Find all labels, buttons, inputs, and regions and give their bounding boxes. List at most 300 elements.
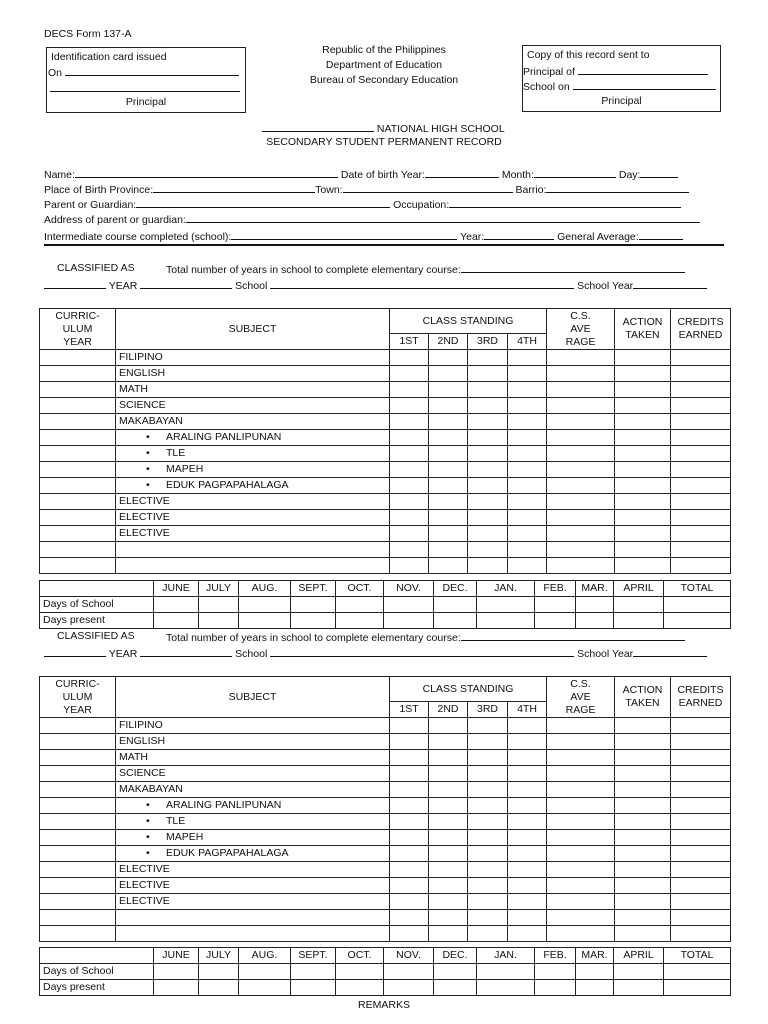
action-taken-cell[interactable]	[615, 718, 671, 734]
cs-average-cell[interactable]	[547, 382, 615, 398]
attendance-cell[interactable]	[199, 980, 239, 996]
quarter-grade-cell[interactable]	[390, 814, 429, 830]
quarter-grade-cell[interactable]	[429, 766, 468, 782]
attendance-cell[interactable]	[434, 964, 477, 980]
quarter-grade-cell[interactable]	[468, 718, 508, 734]
quarter-grade-cell[interactable]	[468, 798, 508, 814]
action-taken-cell[interactable]	[615, 878, 671, 894]
year-field-2[interactable]	[44, 646, 106, 657]
attendance-cell[interactable]	[477, 980, 535, 996]
action-taken-cell[interactable]	[615, 382, 671, 398]
quarter-grade-cell[interactable]	[508, 846, 547, 862]
action-taken-cell[interactable]	[615, 350, 671, 366]
cs-average-cell[interactable]	[547, 846, 615, 862]
action-taken-cell[interactable]	[615, 814, 671, 830]
quarter-grade-cell[interactable]	[468, 782, 508, 798]
quarter-grade-cell[interactable]	[468, 414, 508, 430]
cs-average-cell[interactable]	[547, 830, 615, 846]
credits-earned-cell[interactable]	[671, 430, 731, 446]
quarter-grade-cell[interactable]	[429, 366, 468, 382]
dob-year-field[interactable]	[425, 167, 499, 178]
quarter-grade-cell[interactable]	[508, 814, 547, 830]
quarter-grade-cell[interactable]	[468, 398, 508, 414]
quarter-grade-cell[interactable]	[429, 878, 468, 894]
name-field[interactable]	[75, 167, 338, 178]
quarter-grade-cell[interactable]	[468, 510, 508, 526]
quarter-grade-cell[interactable]	[508, 510, 547, 526]
credits-earned-cell[interactable]	[671, 382, 731, 398]
curriculum-year-cell[interactable]	[40, 526, 116, 542]
quarter-grade-cell[interactable]	[468, 750, 508, 766]
school-name-field[interactable]	[262, 121, 374, 132]
attendance-cell[interactable]	[664, 613, 731, 629]
quarter-grade-cell[interactable]	[468, 894, 508, 910]
quarter-grade-cell[interactable]	[508, 430, 547, 446]
attendance-cell[interactable]	[535, 597, 576, 613]
action-taken-cell[interactable]	[615, 398, 671, 414]
credits-earned-cell[interactable]	[671, 846, 731, 862]
cs-average-cell[interactable]	[547, 814, 615, 830]
month-field[interactable]	[534, 167, 616, 178]
credits-earned-cell[interactable]	[671, 526, 731, 542]
action-taken-cell[interactable]	[615, 910, 671, 926]
quarter-grade-cell[interactable]	[508, 462, 547, 478]
quarter-grade-cell[interactable]	[508, 398, 547, 414]
attendance-cell[interactable]	[477, 597, 535, 613]
quarter-grade-cell[interactable]	[468, 446, 508, 462]
attendance-cell[interactable]	[614, 964, 664, 980]
day-field[interactable]	[640, 167, 678, 178]
quarter-grade-cell[interactable]	[508, 718, 547, 734]
attendance-cell[interactable]	[239, 964, 291, 980]
credits-earned-cell[interactable]	[671, 366, 731, 382]
action-taken-cell[interactable]	[615, 366, 671, 382]
attendance-cell[interactable]	[434, 613, 477, 629]
curriculum-year-cell[interactable]	[40, 926, 116, 942]
quarter-grade-cell[interactable]	[429, 478, 468, 494]
action-taken-cell[interactable]	[615, 734, 671, 750]
cs-average-cell[interactable]	[547, 494, 615, 510]
quarter-grade-cell[interactable]	[429, 398, 468, 414]
cs-average-cell[interactable]	[547, 734, 615, 750]
credits-earned-cell[interactable]	[671, 558, 731, 574]
quarter-grade-cell[interactable]	[429, 798, 468, 814]
attendance-cell[interactable]	[664, 597, 731, 613]
credits-earned-cell[interactable]	[671, 782, 731, 798]
cs-average-cell[interactable]	[547, 926, 615, 942]
action-taken-cell[interactable]	[615, 526, 671, 542]
cs-average-cell[interactable]	[547, 718, 615, 734]
attendance-cell[interactable]	[199, 597, 239, 613]
quarter-grade-cell[interactable]	[468, 814, 508, 830]
credits-earned-cell[interactable]	[671, 830, 731, 846]
cs-average-cell[interactable]	[547, 910, 615, 926]
quarter-grade-cell[interactable]	[429, 446, 468, 462]
classified-school-field-1[interactable]	[140, 278, 232, 289]
principal-of-field[interactable]	[578, 64, 708, 75]
curriculum-year-cell[interactable]	[40, 718, 116, 734]
attendance-cell[interactable]	[535, 980, 576, 996]
quarter-grade-cell[interactable]	[508, 350, 547, 366]
quarter-grade-cell[interactable]	[390, 446, 429, 462]
quarter-grade-cell[interactable]	[468, 350, 508, 366]
action-taken-cell[interactable]	[615, 478, 671, 494]
barrio-field[interactable]	[546, 182, 689, 193]
quarter-grade-cell[interactable]	[508, 926, 547, 942]
cs-average-cell[interactable]	[547, 750, 615, 766]
quarter-grade-cell[interactable]	[429, 382, 468, 398]
curriculum-year-cell[interactable]	[40, 446, 116, 462]
quarter-grade-cell[interactable]	[468, 558, 508, 574]
cs-average-cell[interactable]	[547, 878, 615, 894]
cs-average-cell[interactable]	[547, 798, 615, 814]
cs-average-cell[interactable]	[547, 414, 615, 430]
quarter-grade-cell[interactable]	[468, 542, 508, 558]
credits-earned-cell[interactable]	[671, 910, 731, 926]
quarter-grade-cell[interactable]	[390, 926, 429, 942]
attendance-cell[interactable]	[477, 613, 535, 629]
attendance-cell[interactable]	[614, 980, 664, 996]
quarter-grade-cell[interactable]	[429, 494, 468, 510]
attendance-cell[interactable]	[199, 964, 239, 980]
cs-average-cell[interactable]	[547, 446, 615, 462]
action-taken-cell[interactable]	[615, 750, 671, 766]
id-card-on-field[interactable]	[65, 65, 239, 76]
cs-average-cell[interactable]	[547, 350, 615, 366]
attendance-cell[interactable]	[576, 980, 614, 996]
action-taken-cell[interactable]	[615, 494, 671, 510]
curriculum-year-cell[interactable]	[40, 878, 116, 894]
curriculum-year-cell[interactable]	[40, 366, 116, 382]
credits-earned-cell[interactable]	[671, 766, 731, 782]
credits-earned-cell[interactable]	[671, 542, 731, 558]
credits-earned-cell[interactable]	[671, 510, 731, 526]
occupation-field[interactable]	[449, 197, 681, 208]
quarter-grade-cell[interactable]	[429, 414, 468, 430]
quarter-grade-cell[interactable]	[390, 430, 429, 446]
credits-earned-cell[interactable]	[671, 734, 731, 750]
credits-earned-cell[interactable]	[671, 814, 731, 830]
cs-average-cell[interactable]	[547, 366, 615, 382]
quarter-grade-cell[interactable]	[390, 350, 429, 366]
cs-average-cell[interactable]	[547, 542, 615, 558]
quarter-grade-cell[interactable]	[429, 350, 468, 366]
attendance-cell[interactable]	[664, 964, 731, 980]
quarter-grade-cell[interactable]	[468, 382, 508, 398]
attendance-cell[interactable]	[576, 613, 614, 629]
quarter-grade-cell[interactable]	[429, 910, 468, 926]
attendance-cell[interactable]	[291, 964, 336, 980]
quarter-grade-cell[interactable]	[508, 862, 547, 878]
year-field-1[interactable]	[44, 278, 106, 289]
curriculum-year-cell[interactable]	[40, 814, 116, 830]
credits-earned-cell[interactable]	[671, 494, 731, 510]
quarter-grade-cell[interactable]	[390, 798, 429, 814]
cs-average-cell[interactable]	[547, 766, 615, 782]
quarter-grade-cell[interactable]	[429, 926, 468, 942]
quarter-grade-cell[interactable]	[508, 414, 547, 430]
quarter-grade-cell[interactable]	[468, 766, 508, 782]
quarter-grade-cell[interactable]	[429, 526, 468, 542]
action-taken-cell[interactable]	[615, 510, 671, 526]
quarter-grade-cell[interactable]	[468, 478, 508, 494]
quarter-grade-cell[interactable]	[390, 478, 429, 494]
quarter-grade-cell[interactable]	[508, 830, 547, 846]
attendance-cell[interactable]	[384, 980, 434, 996]
curriculum-year-cell[interactable]	[40, 350, 116, 366]
quarter-grade-cell[interactable]	[468, 494, 508, 510]
cs-average-cell[interactable]	[547, 558, 615, 574]
attendance-cell[interactable]	[239, 613, 291, 629]
curriculum-year-cell[interactable]	[40, 830, 116, 846]
quarter-grade-cell[interactable]	[468, 734, 508, 750]
attendance-cell[interactable]	[291, 613, 336, 629]
quarter-grade-cell[interactable]	[468, 430, 508, 446]
school-year-field-2[interactable]	[633, 646, 707, 657]
quarter-grade-cell[interactable]	[390, 366, 429, 382]
cs-average-cell[interactable]	[547, 782, 615, 798]
quarter-grade-cell[interactable]	[508, 478, 547, 494]
quarter-grade-cell[interactable]	[390, 750, 429, 766]
quarter-grade-cell[interactable]	[390, 782, 429, 798]
curriculum-year-cell[interactable]	[40, 510, 116, 526]
total-years-field-1[interactable]	[461, 262, 685, 273]
quarter-grade-cell[interactable]	[508, 894, 547, 910]
quarter-grade-cell[interactable]	[468, 366, 508, 382]
cs-average-cell[interactable]	[547, 478, 615, 494]
attendance-cell[interactable]	[384, 613, 434, 629]
curriculum-year-cell[interactable]	[40, 382, 116, 398]
curriculum-year-cell[interactable]	[40, 862, 116, 878]
school-name-field-2[interactable]	[270, 646, 574, 657]
attendance-cell[interactable]	[384, 597, 434, 613]
attendance-cell[interactable]	[535, 613, 576, 629]
attendance-cell[interactable]	[239, 597, 291, 613]
attendance-cell[interactable]	[154, 613, 199, 629]
cs-average-cell[interactable]	[547, 894, 615, 910]
quarter-grade-cell[interactable]	[429, 462, 468, 478]
quarter-grade-cell[interactable]	[429, 750, 468, 766]
quarter-grade-cell[interactable]	[468, 910, 508, 926]
curriculum-year-cell[interactable]	[40, 430, 116, 446]
cs-average-cell[interactable]	[547, 526, 615, 542]
quarter-grade-cell[interactable]	[468, 830, 508, 846]
quarter-grade-cell[interactable]	[508, 494, 547, 510]
action-taken-cell[interactable]	[615, 846, 671, 862]
quarter-grade-cell[interactable]	[508, 782, 547, 798]
attendance-cell[interactable]	[199, 613, 239, 629]
curriculum-year-cell[interactable]	[40, 782, 116, 798]
school-on-field[interactable]	[573, 79, 716, 90]
quarter-grade-cell[interactable]	[390, 862, 429, 878]
quarter-grade-cell[interactable]	[390, 398, 429, 414]
quarter-grade-cell[interactable]	[508, 542, 547, 558]
quarter-grade-cell[interactable]	[508, 382, 547, 398]
total-years-field-2[interactable]	[461, 630, 685, 641]
curriculum-year-cell[interactable]	[40, 846, 116, 862]
attendance-cell[interactable]	[154, 964, 199, 980]
intermediate-field[interactable]	[231, 229, 457, 240]
quarter-grade-cell[interactable]	[429, 830, 468, 846]
quarter-grade-cell[interactable]	[468, 926, 508, 942]
quarter-grade-cell[interactable]	[390, 910, 429, 926]
attendance-table-2	[39, 947, 731, 996]
quarter-grade-cell[interactable]	[468, 462, 508, 478]
action-taken-cell[interactable]	[615, 782, 671, 798]
credits-earned-cell[interactable]	[671, 478, 731, 494]
action-taken-cell[interactable]	[615, 558, 671, 574]
credits-earned-cell[interactable]	[671, 894, 731, 910]
action-taken-cell[interactable]	[615, 414, 671, 430]
attendance-cell[interactable]	[477, 964, 535, 980]
quarter-grade-cell[interactable]	[508, 766, 547, 782]
attendance-cell[interactable]	[614, 613, 664, 629]
quarter-grade-cell[interactable]	[390, 766, 429, 782]
action-taken-cell[interactable]	[615, 462, 671, 478]
attendance-cell[interactable]	[239, 980, 291, 996]
quarter-grade-cell[interactable]	[390, 558, 429, 574]
gen-avg-field[interactable]	[639, 229, 683, 240]
quarter-grade-cell[interactable]	[390, 878, 429, 894]
credits-earned-cell[interactable]	[671, 926, 731, 942]
credits-earned-cell[interactable]	[671, 750, 731, 766]
credits-earned-cell[interactable]	[671, 862, 731, 878]
credits-earned-cell[interactable]	[671, 414, 731, 430]
credits-earned-cell[interactable]	[671, 462, 731, 478]
action-taken-cell[interactable]	[615, 766, 671, 782]
attendance-cell[interactable]	[384, 964, 434, 980]
quarter-grade-cell[interactable]	[390, 494, 429, 510]
quarter-grade-cell[interactable]	[390, 414, 429, 430]
quarter-grade-cell[interactable]	[429, 846, 468, 862]
quarter-grade-cell[interactable]	[508, 526, 547, 542]
town-field[interactable]	[343, 182, 513, 193]
attendance-cell[interactable]	[576, 597, 614, 613]
attendance-cell[interactable]	[336, 597, 384, 613]
quarter-grade-cell[interactable]	[429, 862, 468, 878]
school-name-field-1[interactable]	[270, 278, 574, 289]
year-field[interactable]	[484, 229, 554, 240]
curriculum-year-cell[interactable]	[40, 750, 116, 766]
quarter-grade-cell[interactable]	[508, 558, 547, 574]
attendance-cell[interactable]	[434, 980, 477, 996]
quarter-grade-cell[interactable]	[390, 894, 429, 910]
action-taken-cell[interactable]	[615, 862, 671, 878]
attendance-cell[interactable]	[154, 980, 199, 996]
quarter-grade-cell[interactable]	[508, 446, 547, 462]
attendance-cell[interactable]	[576, 964, 614, 980]
cs-average-cell[interactable]	[547, 862, 615, 878]
quarter-grade-cell[interactable]	[429, 510, 468, 526]
quarter-grade-cell[interactable]	[429, 894, 468, 910]
action-taken-cell[interactable]	[615, 542, 671, 558]
quarter-grade-cell[interactable]	[390, 830, 429, 846]
cs-average-cell[interactable]	[547, 462, 615, 478]
attendance-cell[interactable]	[336, 964, 384, 980]
credits-earned-cell[interactable]	[671, 878, 731, 894]
action-taken-cell[interactable]	[615, 926, 671, 942]
quarter-grade-cell[interactable]	[429, 734, 468, 750]
quarter-grade-cell[interactable]	[508, 878, 547, 894]
quarter-grade-cell[interactable]	[508, 910, 547, 926]
quarter-grade-cell[interactable]	[468, 846, 508, 862]
quarter-grade-cell[interactable]	[390, 846, 429, 862]
quarter-grade-cell[interactable]	[468, 862, 508, 878]
curriculum-year-cell[interactable]	[40, 462, 116, 478]
attendance-cell[interactable]	[434, 597, 477, 613]
quarter-grade-cell[interactable]	[429, 558, 468, 574]
curriculum-year-cell[interactable]	[40, 894, 116, 910]
curriculum-year-cell[interactable]	[40, 542, 116, 558]
curriculum-year-cell[interactable]	[40, 766, 116, 782]
quarter-grade-cell[interactable]	[390, 734, 429, 750]
attendance-cell[interactable]	[154, 597, 199, 613]
credits-earned-cell[interactable]	[671, 798, 731, 814]
curriculum-year-cell[interactable]	[40, 798, 116, 814]
action-taken-cell[interactable]	[615, 430, 671, 446]
quarter-grade-cell[interactable]	[390, 718, 429, 734]
address-field[interactable]	[186, 212, 700, 223]
credits-earned-cell[interactable]	[671, 446, 731, 462]
quarter-grade-cell[interactable]	[468, 526, 508, 542]
attendance-cell[interactable]	[664, 980, 731, 996]
quarter-grade-cell[interactable]	[429, 782, 468, 798]
attendance-cell[interactable]	[291, 980, 336, 996]
school-year-field-1[interactable]	[633, 278, 707, 289]
quarter-grade-cell[interactable]	[429, 814, 468, 830]
attendance-cell[interactable]	[336, 980, 384, 996]
quarter-grade-cell[interactable]	[390, 462, 429, 478]
curriculum-year-cell[interactable]	[40, 734, 116, 750]
quarter-grade-cell[interactable]	[390, 382, 429, 398]
cs-average-cell[interactable]	[547, 510, 615, 526]
quarter-grade-cell[interactable]	[508, 798, 547, 814]
credits-earned-cell[interactable]	[671, 718, 731, 734]
credits-earned-cell[interactable]	[671, 398, 731, 414]
quarter-grade-cell[interactable]	[390, 526, 429, 542]
cs-average-cell[interactable]	[547, 398, 615, 414]
quarter-grade-cell[interactable]	[508, 366, 547, 382]
attendance-cell[interactable]	[336, 613, 384, 629]
attendance-cell[interactable]	[291, 597, 336, 613]
action-taken-cell[interactable]	[615, 798, 671, 814]
quarter-grade-cell[interactable]	[429, 430, 468, 446]
cs-average-cell[interactable]	[547, 430, 615, 446]
province-field[interactable]	[153, 182, 315, 193]
curriculum-year-cell[interactable]	[40, 398, 116, 414]
attendance-cell[interactable]	[614, 597, 664, 613]
quarter-grade-cell[interactable]	[468, 878, 508, 894]
classified-school-field-2[interactable]	[140, 646, 232, 657]
quarter-grade-cell[interactable]	[429, 542, 468, 558]
curriculum-year-cell[interactable]	[40, 558, 116, 574]
curriculum-year-cell[interactable]	[40, 478, 116, 494]
credits-earned-cell[interactable]	[671, 350, 731, 366]
curriculum-year-cell[interactable]	[40, 494, 116, 510]
quarter-grade-cell[interactable]	[508, 734, 547, 750]
quarter-grade-cell[interactable]	[429, 718, 468, 734]
curriculum-year-cell[interactable]	[40, 414, 116, 430]
action-taken-cell[interactable]	[615, 830, 671, 846]
curriculum-year-cell[interactable]	[40, 910, 116, 926]
quarter-grade-cell[interactable]	[390, 510, 429, 526]
action-taken-cell[interactable]	[615, 894, 671, 910]
attendance-cell[interactable]	[535, 964, 576, 980]
quarter-grade-cell[interactable]	[508, 750, 547, 766]
action-taken-cell[interactable]	[615, 446, 671, 462]
quarter-grade-cell[interactable]	[390, 542, 429, 558]
parent-field[interactable]	[136, 197, 390, 208]
